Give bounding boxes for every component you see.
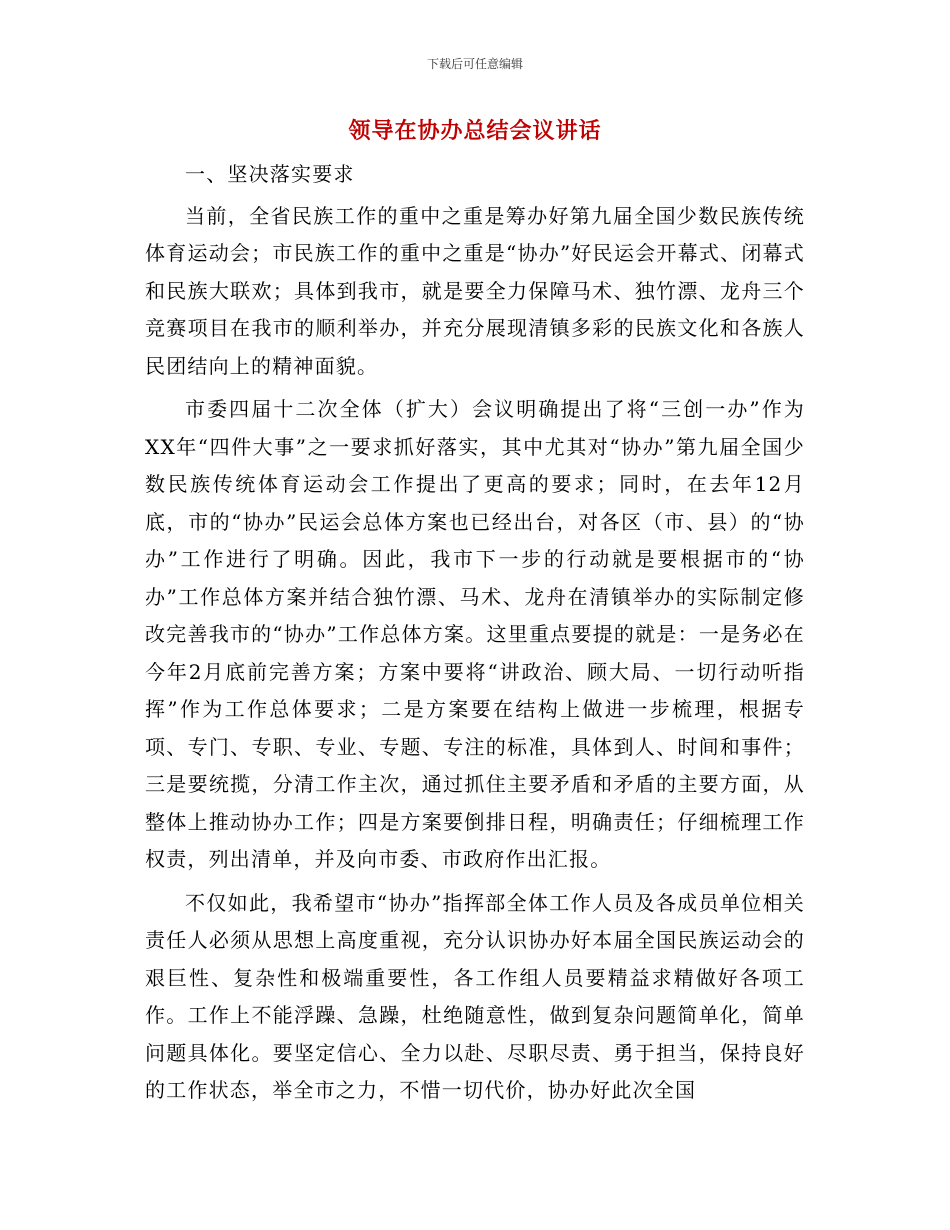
- paragraph-1: 当前，全省民族工作的重中之重是筹办好第九届全国少数民族传统体育运动会；市民族工作的重中之重是“协办”好民运会开幕式、闭幕式和民族大联欢；具体到我市，就是要全力保障马术、独竹漂、龙舟三个竞赛项目在我市的顺利举办，并充分展现清镇多彩的民族文化和各族人民团结向上的精神面貌。: [145, 203, 805, 378]
- header-note: 下载后可任意编辑: [426, 57, 523, 71]
- section-heading: 一、坚决落实要求: [185, 162, 355, 186]
- document-body: [145, 156, 805, 1116]
- paragraph-3: 不仅如此，我希望市“协办”指挥部全体工作人员及各成员单位相关责任人必须从思想上高度重视，充分认识协办好本届全国民族运动会的艰巨性、复杂性和极端重要性，各工作组人员要精益求精做好各项工作。工作上不能浮躁、急躁，杜绝随意性，做到复杂问题简单化，简单问题具体化。要坚定信心、全力以赴、尽职尽责、勇于担当，保持良好的工作状态，举全市之力，不惜一切代价，协办好此次全国: [145, 890, 805, 1102]
- paragraph-2: 市委四届十二次全体（扩大）会议明确提出了将“三创一办”作为XX年“四件大事”之一要求抓好落实，其中尤其对“协办”第九届全国少数民族传统体育运动会工作提出了更高的要求；同时，在去年12月底，市的“协办”民运会总体方案也已经出台，对各区（市、县）的“协办”工作进行了明确。因此，我市下一步的行动就是要根据市的“协办”工作总体方案并结合独竹漂、马术、龙舟在清镇举办的实际制定修改完善我市的“协办”工作总体方案。这里重点要提的就是：一是务必在今年2月底前完善方案；方案中要将“讲政治、顾大局、一切行动听指挥”作为工作总体要求；二是方案要在结构上做进一步梳理，根据专项、专门、专职、专业、专题、专注的标准，具体到人、时间和事件；三是要统揽，分清工作主次，通过抓住主要矛盾和矛盾的主要方面，从整体上推动协办工作；四是方案要倒排日程，明确责任；仔细梳理工作权责，列出清单，并及向市委、市政府作出汇报。: [145, 397, 805, 871]
- document-title: 领导在协办总结会议讲话: [348, 118, 602, 144]
